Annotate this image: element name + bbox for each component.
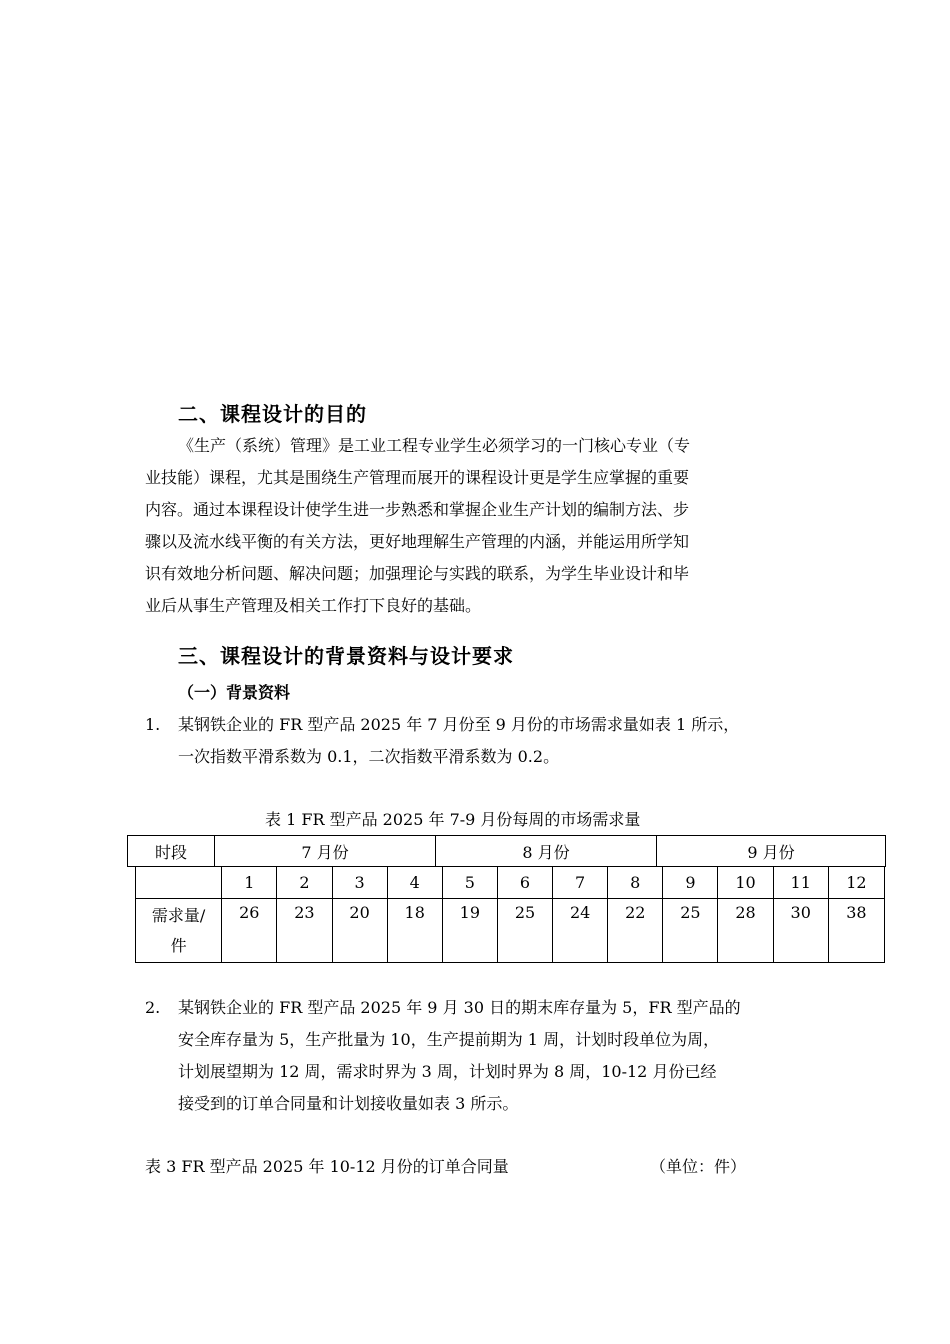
table-3-caption: 表 3 FR 型产品 2025 年 10-12 月份的订单合同量 (145, 1157, 509, 1176)
demand-cell: 18 (387, 899, 442, 963)
item-line: 计划展望期为 12 周，需求时界为 3 周，计划时界为 8 周，10-12 月份已经 (178, 1062, 717, 1081)
paragraph-line: 《生产（系统）管理》是工业工程专业学生必须学习的一门核心专业（专 (178, 436, 691, 455)
demand-cell: 25 (497, 899, 552, 963)
item-1-text (178, 709, 828, 773)
demand-row (136, 899, 885, 963)
paragraph-line: 业技能）课程，尤其是围绕生产管理而展开的课程设计更是学生应掌握的重要 (145, 468, 690, 487)
week-row (136, 867, 885, 899)
item-line: 某钢铁企业的 FR 型产品 2025 年 9 月 30 日的期末库存量为 5，FR 型产品的 (178, 998, 741, 1017)
week-cell: 5 (442, 867, 497, 899)
paragraph-line: 内容。通过本课程设计使学生进一步熟悉和掌握企业生产计划的编制方法、步 (145, 500, 690, 519)
paragraph-line: 识有效地分析问题、解决问题；加强理论与实践的联系，为学生毕业设计和毕 (145, 564, 690, 583)
table-1-body (135, 866, 885, 963)
week-cell: 7 (553, 867, 608, 899)
item-1-number: 1. (145, 715, 161, 734)
demand-label-line: 件 (170, 935, 187, 955)
week-cell: 3 (332, 867, 387, 899)
item-line: 一次指数平滑系数为 0.1，二次指数平滑系数为 0.2。 (178, 747, 560, 766)
week-cell: 10 (718, 867, 773, 899)
demand-cell: 19 (442, 899, 497, 963)
week-cell: 1 (222, 867, 277, 899)
week-cell: 8 (608, 867, 663, 899)
demand-cell: 26 (222, 899, 277, 963)
week-cell: 9 (663, 867, 718, 899)
section-2-paragraph (145, 430, 825, 622)
demand-cell: 23 (277, 899, 332, 963)
demand-cell: 22 (608, 899, 663, 963)
month-header-cell: 8 月份 (436, 836, 657, 867)
month-header-cell: 7 月份 (215, 836, 436, 867)
month-header-cell: 9 月份 (657, 836, 886, 867)
table-3-unit: （单位：件） (650, 1157, 747, 1176)
week-cell: 12 (828, 867, 884, 899)
demand-label-line: 需求量/ (151, 905, 206, 925)
week-cell: 6 (497, 867, 552, 899)
period-label-cell: 时段 (128, 836, 215, 867)
week-cell: 2 (277, 867, 332, 899)
table-1-caption: 表 1 FR 型产品 2025 年 7-9 月份每周的市场需求量 (265, 810, 641, 829)
week-cell: 11 (773, 867, 828, 899)
demand-cell: 25 (663, 899, 718, 963)
background-subheading: （一）背景资料 (178, 683, 291, 702)
demand-cell: 20 (332, 899, 387, 963)
demand-label-cell (136, 899, 222, 963)
paragraph-line: 骤以及流水线平衡的有关方法，更好地理解生产管理的内涵，并能运用所学知 (145, 532, 690, 551)
item-2-text (178, 992, 828, 1120)
demand-cell: 28 (718, 899, 773, 963)
paragraph-line: 业后从事生产管理及相关工作打下良好的基础。 (145, 596, 482, 615)
item-line: 安全库存量为 5，生产批量为 10，生产提前期为 1 周，计划时段单位为周， (178, 1030, 720, 1049)
demand-cell: 30 (773, 899, 828, 963)
item-2-number: 2. (145, 998, 161, 1017)
item-line: 接受到的订单合同量和计划接收量如表 3 所示。 (178, 1094, 519, 1113)
table-1-header (127, 835, 886, 867)
demand-cell: 38 (828, 899, 884, 963)
demand-cell: 24 (553, 899, 608, 963)
item-line: 某钢铁企业的 FR 型产品 2025 年 7 月份至 9 月份的市场需求量如表 1 所示， (178, 715, 740, 734)
section-2-heading: 二、课程设计的目的 (178, 402, 367, 426)
week-cell: 4 (387, 867, 442, 899)
section-3-heading: 三、课程设计的背景资料与设计要求 (178, 644, 514, 668)
empty-cell (136, 867, 222, 899)
